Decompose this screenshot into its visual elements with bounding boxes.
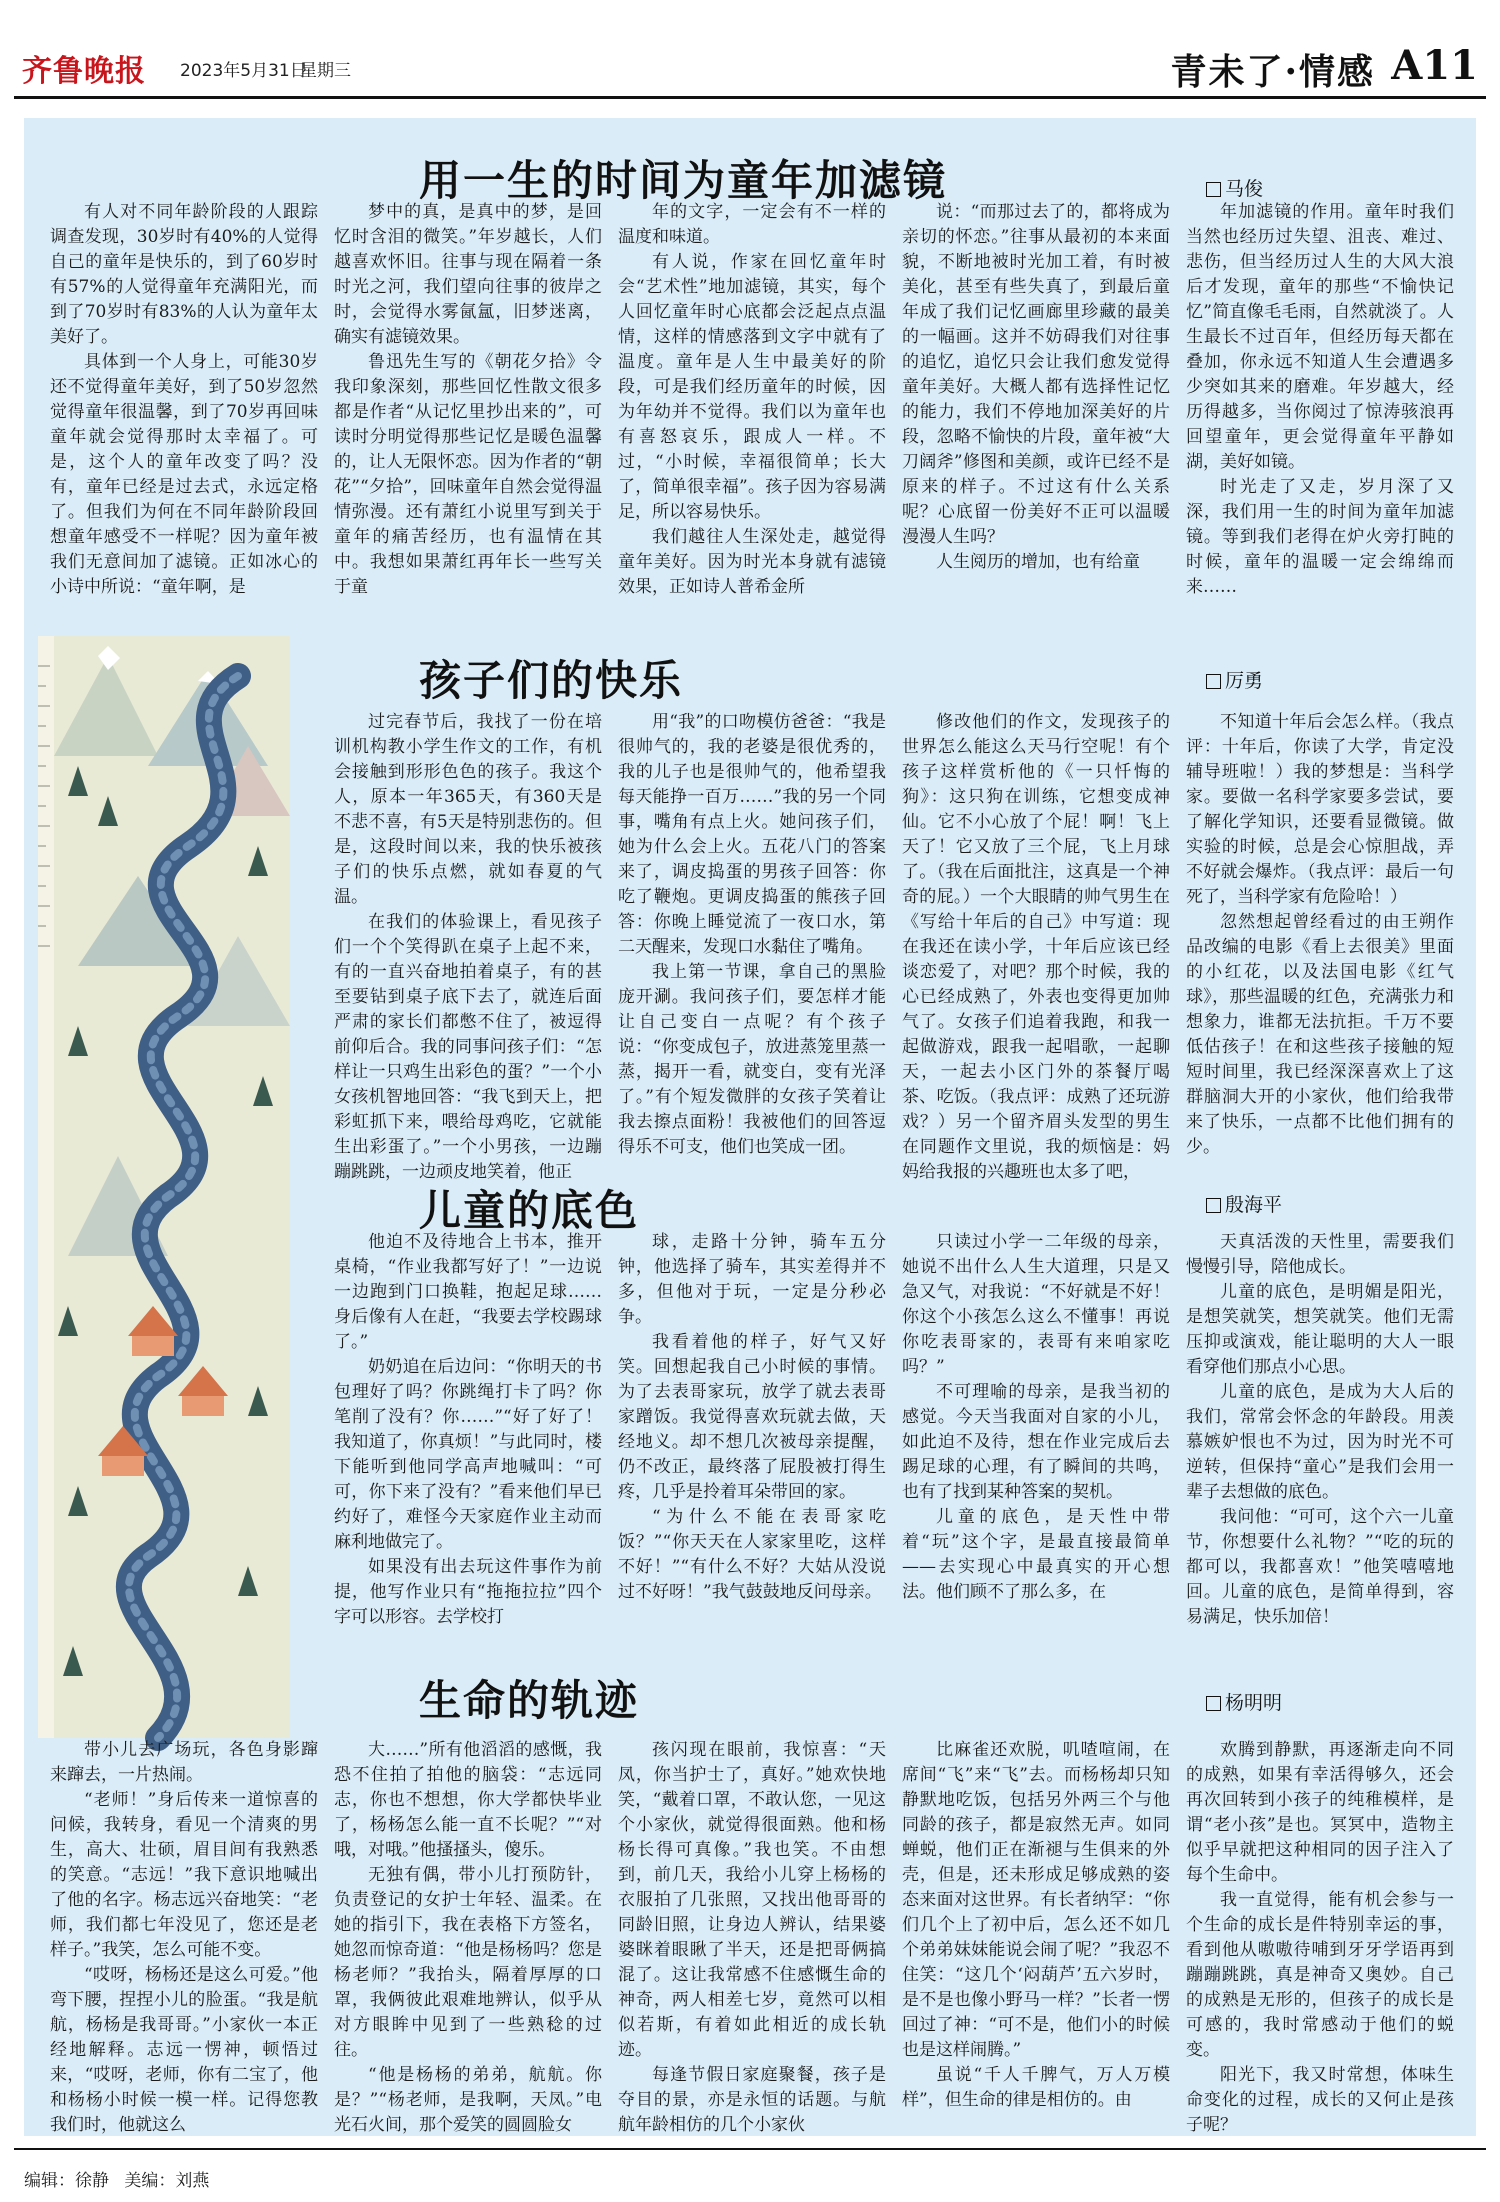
article — [24, 1658, 1476, 2136]
paragraph: 孩闪现在眼前，我惊喜：“天凤，你当护士了，真好。”她欢快地笑，“戴着口罩，不敢认您，一见这个小家伙，就觉得很面熟。他和杨杨长得可真像。”我也笑。不由想到，前几天，我给小儿穿上杨杨的衣服拍了几张照，又找出他哥哥的同龄旧照，让身边人辨认，结果婆婆眯着眼瞅了半天，还是把哥俩搞混了。这让我常感不住感慨生命的神奇，两人相差七岁，竟然可以相似若斯，有着如此相近的成长轨迹。 — [618, 1740, 886, 2060]
newspaper-logo: 齐鲁晚报 — [22, 54, 146, 89]
page-number: A11 — [1391, 42, 1478, 89]
paragraph: 过完春节后，我找了一份在培训机构教小学生作文的工作，有机会接触到形形色色的孩子。我这个人，原本一年365天，有360天是不悲不喜，有5天是特别悲伤的。但是，这段时间以来，我的快乐被孩子们的快乐点燃，就如春夏的气温。 — [334, 712, 602, 907]
author-name: 殷海平 — [1225, 1194, 1283, 1216]
paragraph: 在我们的体验课上，看见孩子们一个个笑得趴在桌子上起不来，有的一直兴奋地拍着桌子，有的甚至要钻到桌子底下去了，就连后面严肃的家长们都憋不住了，被逗得前仰后合。我的同事问孩子们：“怎样让一只鸡生出彩色的蛋？”一个小女孩机智地回答：“我飞到天上，把彩虹抓下来，喂给母鸡吃，它就能生出彩蛋了。”一个小男孩，一边蹦蹦跳跳，一边顽皮地笑着，他正 — [334, 912, 602, 1182]
byline — [1206, 1688, 1282, 1715]
paragraph: 不可理喻的母亲，是我当初的感觉。今天当我面对自家的小儿，如此迫不及待，想在作业完成后去踢足球的心理，有了瞬间的共鸣，也有了找到某种答案的契机。 — [902, 1382, 1170, 1502]
article-title: 儿童的底色 — [419, 1186, 640, 1235]
paragraph: 大……”所有他滔滔的感慨，我恐不住拍了拍他的脑袋：“志远同志，你也不想想，你大学都快毕业了，杨杨怎么能一直不长呢？”“对哦，对哦。”他搔搔头，傻乐。 — [334, 1740, 602, 1860]
paragraph: 儿童的底色，是明媚是阳光，是想笑就笑，想笑就笑。他们无需压抑或演戏，能让聪明的大人一眼看穿他们那点小心思。 — [1186, 1282, 1454, 1377]
paragraph: 天真活泼的天性里，需要我们慢慢引导，陪他成长。 — [1186, 1232, 1454, 1277]
paragraph: 奶奶追在后边问：“你明天的书包理好了吗？你跳绳打卡了吗？你笔削了没有？你……”“好了好了！我知道了，你真烦！”与此同时，楼下能听到他同学高声地喊叫：“可可，你下来了没有？”看来他们早已约好了，难怪今天家庭作业主动而麻利地做完了。 — [334, 1357, 602, 1552]
paragraph: 欢腾到静默，再逐渐走向不同的成熟，如果有幸活得够久，还会再次回转到小孩子的纯稚模样，是谓“老小孩”是也。冥冥中，造物主似乎早就把这种相同的因子注入了每个生命中。 — [1186, 1740, 1454, 1885]
article — [24, 1168, 1476, 1648]
text-column — [618, 200, 886, 638]
text-column — [334, 710, 602, 1182]
paragraph: 如果没有出去玩这件事作为前提，他写作业只有“拖拖拉拉”四个字可以形容。去学校打 — [334, 1557, 602, 1627]
paragraph: 年的文字，一定会有不一样的温度和味道。 — [618, 202, 886, 247]
paragraph: 我一直觉得，能有机会参与一个生命的成长是件特别幸运的事，看到他从嗷嗷待哺到牙牙学语再到蹦蹦跳跳，真是神奇又奥妙。自己的成熟是无形的，但孩子的成长是可感的，我时常感动于他们的蜕变。 — [1186, 1890, 1454, 2060]
text-column — [1186, 1738, 1454, 2135]
publication-date: 2023年5月31日 — [180, 61, 307, 81]
byline — [1206, 666, 1263, 693]
paragraph: 我们越往人生深处走，越觉得童年美好。因为时光本身就有滤镜效果，正如诗人普希金所 — [618, 527, 886, 597]
page-content — [24, 118, 1476, 2136]
paragraph: 我看着他的样子，好气又好笑。回想起我自己小时候的事情。为了去表哥家玩，放学了就去表哥家蹭饭。我觉得喜欢玩就去做，天经地义。却不想几次被母亲提醒，仍不改正，最终落了屁股被打得生疼，几乎是拎着耳朵带回的家。 — [618, 1332, 886, 1502]
masthead — [0, 0, 1500, 118]
text-column — [334, 1738, 602, 2135]
footer-credits — [24, 2166, 219, 2191]
paragraph: “哎呀，杨杨还是这么可爱。”他弯下腰，捏捏小儿的脸蛋。“我是航航，杨杨是我哥哥。”小家伙一本正经地解释。志远一愣神，顿悟过来，“哎呀，老师，你有二宝了，他和杨杨小时候一模一样。记得您教我们时，他就这么 — [50, 1965, 318, 2135]
author-name: 马俊 — [1225, 178, 1264, 200]
text-column — [902, 1738, 1170, 2128]
designer-credit: 美编：刘燕 — [124, 2171, 210, 2191]
text-column — [1186, 200, 1454, 638]
paragraph: 球，走路十分钟，骑车五分钟，他选择了骑车，其实差得并不多，但他对于玩，一定是分秒必争。 — [618, 1232, 886, 1327]
paragraph: 带小儿去广场玩，各色身影蹿来蹿去，一片热闹。 — [50, 1740, 318, 1785]
paragraph: 有人对不同年龄阶段的人跟踪调查发现，30岁时有40%的人觉得自己的童年是快乐的，到了60岁时有57%的人觉得童年充满阳光，而到了70岁时有83%的人认为童年太美好了。 — [50, 202, 318, 347]
text-column — [618, 1230, 886, 1640]
byline — [1206, 1190, 1282, 1217]
article-title: 孩子们的快乐 — [419, 656, 684, 705]
paragraph: 阳光下，我又时常想，体味生命变化的过程，成长的又何止是孩子呢？ — [1186, 2065, 1454, 2135]
byline-box-icon — [1206, 182, 1221, 197]
masthead-divider — [14, 96, 1486, 99]
paragraph: 不知道十年后会怎么样。（我点评：十年后，你读了大学，肯定没辅导班啦！）我的梦想是：当科学家。要做一名科学家要多尝试，要了解化学知识，还要看显微镜。做实验的时候，总是会心惊胆战，弄不好就会爆炸。（我点评：最后一句死了，当科学家有危险哈！） — [1186, 712, 1454, 907]
paragraph: 儿童的底色，是天性中带着“玩”这个字，是最直接最简单——去实现心中最真实的开心想法。他们顾不了那么多，在 — [902, 1507, 1170, 1602]
author-name: 杨明明 — [1225, 1692, 1283, 1714]
paragraph: “他是杨杨的弟弟，航航。你是？”“杨老师，是我啊，天凤。”电光石火间，那个爱笑的圆圆脸女 — [334, 2065, 602, 2135]
article — [24, 638, 1476, 1182]
text-column — [1186, 1230, 1454, 1640]
text-column — [618, 710, 886, 1157]
text-column — [902, 710, 1170, 1182]
paragraph: “为什么不能在表哥家吃饭？”“你天天在人家家里吃，这样不好！”“有什么不好？大姑从没说过不好呀！”我气鼓鼓地反问母亲。 — [618, 1507, 886, 1602]
paragraph: 他迫不及待地合上书本，推开桌椅，“作业我都写好了！”一边说一边跑到门口换鞋，抱起足球……身后像有人在赶，“我要去学校踢球了。” — [334, 1232, 602, 1352]
paragraph: 比麻雀还欢脱，叽喳喧闹，在席间“飞”来“飞”去。而杨杨却只知静默地吃饭，包括另外两三个与他同龄的孩子，都是寂然无声。如同蝉蜕，他们正在渐褪与生俱来的外壳，但是，还未形成足够成熟的姿态来面对这世界。有长者纳罕：“你们几个上了初中后，怎么还不如几个弟弟妹妹能说会闹了呢？”我忍不住笑：“这几个‘闷葫芦’五六岁时，是不是也像小野马一样？”长者一愣回过了神：“可不是，他们小的时候也是这样闹腾。” — [902, 1740, 1170, 2060]
paragraph: 有人说，作家在回忆童年时会“艺术性”地加滤镜，其实，每个人回忆童年时心底都会泛起点点温情，这样的情感落到文字中就有了温度。童年是人生中最美好的阶段，可是我们经历童年的时候，因为年幼并不觉得。我们以为童年也有喜怒哀乐，跟成人一样。不过，“小时候，幸福很简单；长大了，简单很幸福”。孩子因为容易满足，所以容易快乐。 — [618, 252, 886, 522]
paragraph: 用“我”的口吻模仿爸爸：“我是很帅气的，我的老婆是很优秀的，我的儿子也是很帅气的，他希望我每天能挣一百万……”我的另一个同事，嘴角有点上火。她问孩子们，她为什么会上火。五花八门的答案来了，调皮捣蛋的男孩子回答：你吃了鞭炮。更调皮捣蛋的熊孩子回答：你晚上睡觉流了一夜口水，第二天醒来，发现口水黏住了嘴角。 — [618, 712, 886, 957]
author-name: 厉勇 — [1225, 670, 1264, 692]
footer-divider — [14, 2148, 1486, 2150]
section-title: 青未了·情感 — [1170, 51, 1375, 93]
article-title: 生命的轨迹 — [419, 1676, 640, 1725]
byline — [1206, 174, 1263, 201]
article-title: 用一生的时间为童年加滤镜 — [419, 156, 948, 205]
weekday: 星期三 — [300, 61, 351, 81]
paragraph: 儿童的底色，是成为大人后的我们，常常会怀念的年龄段。用羡慕嫉妒恨也不为过，因为时光不可逆转，但保持“童心”是我们会用一辈子去想做的底色。 — [1186, 1382, 1454, 1502]
paragraph: “老师！”身后传来一道惊喜的问候，我转身，看见一个清爽的男生，高大、壮硕，眉目间有我熟悉的笑意。“志远！”我下意识地喊出了他的名字。杨志远兴奋地笑：“老师，我们都七年没见了，您还是老样子。”我笑，怎么可能不变。 — [50, 1790, 318, 1960]
text-column — [50, 1738, 318, 2135]
paragraph: 人生阅历的增加，也有给童 — [936, 552, 1140, 572]
paragraph: 梦中的真，是真中的梦，是回忆时含泪的微笑。”年岁越长，人们越喜欢怀旧。往事与现在隔着一条时光之河，我们望向往事的彼岸之时，会觉得水雾氤氲，旧梦迷离，确实有滤镜效果。 — [334, 202, 602, 347]
paragraph: 忽然想起曾经看过的由王朔作品改编的电影《看上去很美》里面的小红花，以及法国电影《红气球》，那些温暖的红色，充满张力和想象力，谁都无法抗拒。千万不要低估孩子！在和这些孩子接触的短短时间里，我已经深深喜欢上了这群脑洞大开的小家伙，他们给我带来了快乐，一点都不比他们拥有的少。 — [1186, 912, 1454, 1157]
paragraph: 每逢节假日家庭聚餐，孩子是夺目的景，亦是永恒的话题。与航航年龄相仿的几个小家伙 — [618, 2065, 886, 2135]
text-column — [618, 1738, 886, 2135]
article — [24, 118, 1476, 638]
paragraph: 年加滤镜的作用。童年时我们当然也经历过失望、沮丧、难过、悲伤，但当经历过人生的大风大浪后才发现，童年的那些“不愉快记忆”简直像毛毛雨，自然就淡了。人生最长不过百年，但经历每天都在叠加，你永远不知道人生会遭遇多少突如其来的磨难。年岁越大，经历得越多，当你阅过了惊涛骇浪再回望童年，更会觉得童年平静如湖，美好如镜。 — [1186, 202, 1454, 472]
byline-box-icon — [1206, 1198, 1221, 1213]
byline-box-icon — [1206, 674, 1221, 689]
editor-credit: 编辑：徐静 — [24, 2171, 109, 2191]
paragraph: 我上第一节课，拿自己的黑脸庞开涮。我问孩子们，要怎样才能让自己变白一点呢？有个孩子说：“你变成包子，放进蒸笼里蒸一蒸，揭开一看，就变白，变有光泽了。”有个短发微胖的女孩子笑着让我去擦点面粉！我被他们的回答逗得乐不可支，他们也笑成一团。 — [618, 962, 886, 1157]
paragraph: 时光走了又走，岁月深了又深，我们用一生的时间为童年加滤镜。等到我们老得在炉火旁打盹的时候，童年的温暖一定会绵绵而来…… — [1186, 477, 1454, 597]
paragraph: 具体到一个人身上，可能30岁还不觉得童年美好，到了50岁忽然觉得童年很温馨，到了70岁再回味童年就会觉得那时太幸福了。可是，这个人的童年改变了吗？没有，童年已经是过去式，永远定格了。但我们为何在不同年龄阶段回想童年感受不一样呢？因为童年被我们无意间加了滤镜。正如冰心的小诗中所说：“童年啊，是 — [50, 352, 318, 597]
text-column — [334, 1230, 602, 1640]
byline-box-icon — [1206, 1696, 1221, 1711]
paragraph: 只读过小学一二年级的母亲，她说不出什么人生大道理，只是又急又气，对我说：“不好就是不好！你这个小孩怎么这么不懂事！再说你吃表哥家的，表哥有来咱家吃吗？” — [902, 1232, 1170, 1377]
paragraph: 鲁迅先生写的《朝花夕拾》令我印象深刻，那些回忆性散文很多都是作者“从记忆里抄出来的”，可读时分明觉得那些记忆是暖色温馨的，让人无限怀恋。因为作者的“朝花”“夕拾”，回味童年自然会觉得温情弥漫。还有萧红小说里写到关于童年的痛苦经历，也有温情在其中。我想如果萧红再年长一些写关于童 — [334, 352, 602, 597]
text-column — [902, 200, 1170, 638]
paragraph: 修改他们的作文，发现孩子的世界怎么能这么天马行空呢！有个孩子这样赏析他的《一只忏悔的狗》：这只狗在训练，它想变成神仙。它不小心放了个屁！啊！飞上天了！它又放了三个屁，飞上月球了。（我在后面批注，这真是一个神奇的屁。）一个大眼睛的帅气男生在《写给十年后的自己》中写道：现在我还在读小学，十年后应该已经谈恋爱了，对吧？那个时候，我的心已经成熟了，外表也变得更加帅气了。女孩子们追着我跑，和我一起做游戏，跟我一起唱歌，一起聊天，一起去小区门外的茶餐厅喝茶、吃饭。（我点评：成熟了还玩游戏？）另一个留齐眉头发型的男生在同题作文里说，我的烦恼是：妈妈给我报的兴趣班也太多了吧， — [902, 712, 1170, 1182]
text-column — [902, 1230, 1170, 1640]
text-column — [334, 200, 602, 638]
paragraph: 说：“而那过去了的，都将成为亲切的怀恋。”往事从最初的本来面貌，不断地被时光加工着，有时被美化，甚至有些失真了，到最后童年成了我们记忆画廊里珍藏的最美的一幅画。这并不妨碍我们对往事的追忆，追忆只会让我们愈发觉得童年美好。大概人都有选择性记忆的能力，我们不停地加深美好的片段，忽略不愉快的片段，童年被“大刀阔斧”修图和美颜，或许已经不是原来的样子。不过这有什么关系呢？心底留一份美好不正可以温暖漫漫人生吗？ — [902, 202, 1170, 547]
text-column — [1186, 710, 1454, 1157]
paragraph: 虽说“千人千脾气，万人万模样”，但生命的律是相仿的。由 — [902, 2065, 1170, 2110]
paragraph: 我问他：“可可，这个六一儿童节，你想要什么礼物？”“吃的玩的都可以，我都喜欢！”他笑嘻嘻地回。儿童的底色，是简单得到，容易满足，快乐加倍！ — [1186, 1507, 1454, 1627]
paragraph: 无独有偶，带小儿打预防针，负责登记的女护士年轻、温柔。在她的指引下，我在表格下方签名，她忽而惊奇道：“他是杨杨吗？您是杨老师？”我抬头，隔着厚厚的口罩，我俩彼此艰难地辨认，似乎从对方眼眸中见到了一些熟稔的过往。 — [334, 1865, 602, 2060]
text-column — [50, 200, 318, 638]
